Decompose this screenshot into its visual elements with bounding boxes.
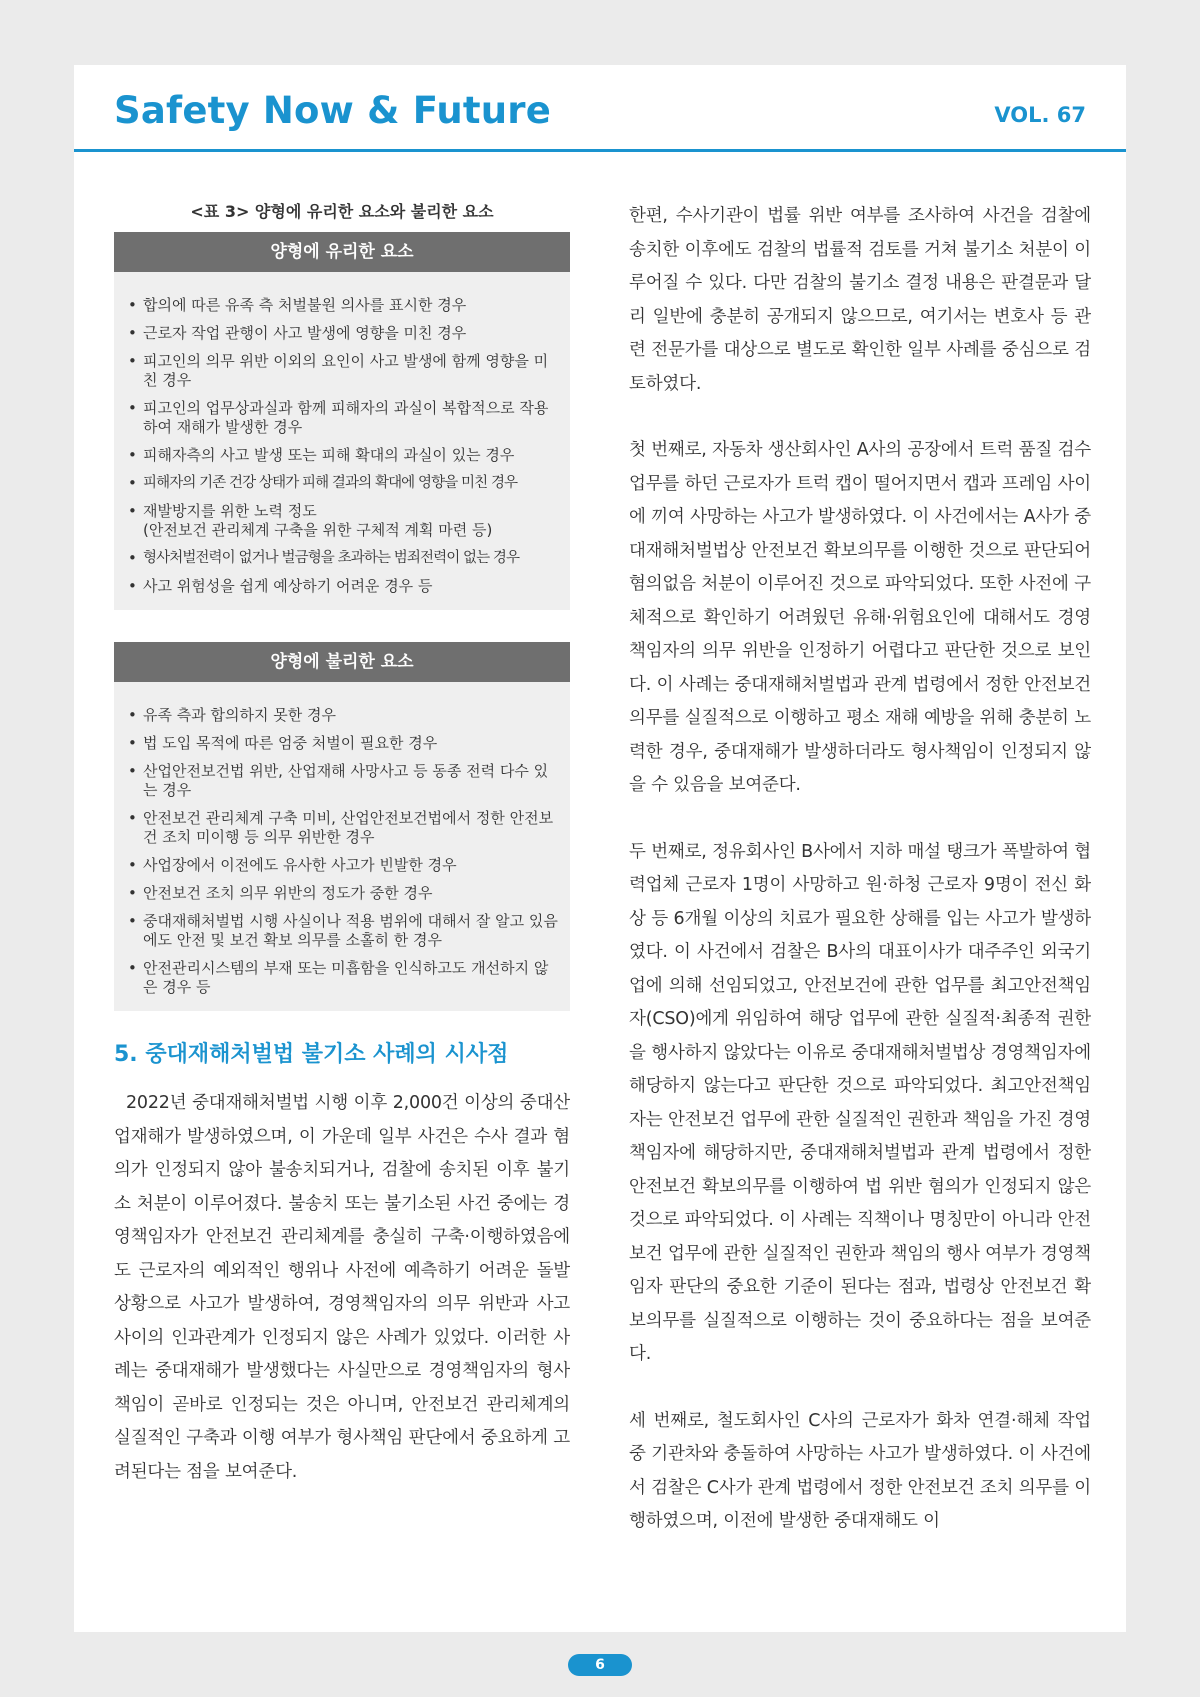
volume-label: VOL. 67 (994, 103, 1086, 127)
page-number: 6 (568, 1654, 632, 1676)
list-item: • 유족 측과 합의하지 못한 경우 (128, 706, 560, 725)
list-item: • 사고 위험성을 쉽게 예상하기 어려운 경우 등 (128, 577, 560, 596)
unfavorable-factors-heading: 양형에 불리한 요소 (114, 642, 570, 682)
list-item: • 안전보건 관리체계 구축 미비, 산업안전보건법에서 정한 안전보건 조치 미이행 등 의무 위반한 경우 (128, 809, 560, 847)
favorable-factors-box (114, 232, 570, 610)
section-heading: 5. 중대재해처벌법 불기소 사례의 시사점 (114, 1042, 509, 1067)
unfavorable-factors-box (114, 642, 570, 1011)
list-item: • 안전보건 조치 의무 위반의 정도가 중한 경우 (128, 884, 560, 903)
favorable-factors-body (114, 272, 570, 610)
list-item: • 피해자측의 사고 발생 또는 피해 확대의 과실이 있는 경우 (128, 446, 560, 465)
list-item: • 산업안전보건법 위반, 산업재해 사망사고 등 동종 전력 다수 있는 경우 (128, 762, 560, 800)
list-item: • 형사처벌전력이 없거나 벌금형을 초과하는 범죄전력이 없는 경우 (128, 549, 560, 568)
body-paragraph: 두 번째로, 정유회사인 B사에서 지하 매설 탱크가 폭발하여 협력업체 근로자 1명이 사망하고 원·하청 근로자 9명이 전신 화상 등 6개월 이상의 치료가 필요한 상해를 입는 사고가 발생하였다. 이 사건에서 검찰은 B사의 대표이사가 대주주인 외국기업에 의해 선임되었고, 안전보건에 관한 업무를 최고안전책임자(CSO)에게 위임하여 해당 업무에 관한 실질적·최종적 권한을 행사하지 않았다는 이유로 중대재해처벌법상 경영책임자에 해당하지 않는다고 판단한 것으로 파악되었다. 최고안전책임자는 안전보건 업무에 관한 실질적인 권한과 책임을 가진 경영책임자에 해당하지만, 중대재해처벌법과 관계 법령에서 정한 안전보건 확보의무를 이행하여 법 위반 혐의가 인정되지 않은 것으로 파악되었다. 이 사례는 직책이나 명칭만이 아니라 안전보건 업무에 관한 실질적인 권한과 책임의 행사 여부가 경영책임자 판단의 중요한 기준이 된다는 점과, 법령상 안전보건 확보의무를 실질적으로 이행하는 것이 중요하다는 점을 보여준다. (629, 841, 1091, 1364)
header-divider (74, 149, 1126, 152)
spacer (114, 610, 570, 642)
list-item: • 안전관리시스템의 부재 또는 미흡함을 인식하고도 개선하지 않은 경우 등 (128, 959, 560, 997)
list-item: • 사업장에서 이전에도 유사한 사고가 빈발한 경우 (128, 856, 560, 875)
left-column (114, 200, 570, 1489)
unfavorable-factors-body (114, 682, 570, 1011)
list-item: • 합의에 따른 유족 측 처벌불원 의사를 표시한 경우 (128, 296, 560, 315)
unfavorable-factors-list (128, 706, 560, 997)
list-item: • 피고인의 의무 위반 이외의 요인이 사고 발생에 함께 영향을 미친 경우 (128, 352, 560, 390)
section-paragraph: 2022년 중대재해처벌법 시행 이후 2,000건 이상의 중대산업재해가 발생하였으며, 이 가운데 일부 사건은 수사 결과 혐의가 인정되지 않아 불송치되거나, 검찰에 송치된 이후 불기소 처분이 이루어졌다. 불송치 또는 불기소된 사건 중에는 경영책임자가 안전보건 관리체계를 충실히 구축·이행하였음에도 근로자의 예외적인 행위나 사전에 예측하기 어려운 돌발 상황으로 사고가 발생하여, 경영책임자의 의무 위반과 사고 사이의 인과관계가 인정되지 않은 사례가 있었다. 이러한 사례는 중대재해가 발생했다는 사실만으로 경영책임자의 형사책임이 곧바로 인정되는 것은 아니며, 안전보건 관리체계의 실질적인 구축과 이행 여부가 형사책임 판단에서 중요하게 고려된다는 점을 보여준다. (114, 1093, 570, 1482)
body-paragraph: 첫 번째로, 자동차 생산회사인 A사의 공장에서 트럭 품질 검수 업무를 하던 근로자가 트럭 캡이 떨어지면서 캡과 프레임 사이에 끼여 사망하는 사고가 발생하였다. 이 사건에서는 A사가 중대재해처벌법상 안전보건 확보의무를 이행한 것으로 판단되어 혐의없음 처분이 이루어진 것으로 파악되었다. 또한 사전에 구체적으로 확인하기 어려웠던 유해·위험요인에 대해서도 경영책임자의 의무 위반을 인정하기 어렵다고 판단한 것으로 보인다. 이 사례는 중대재해처벌법과 관계 법령에서 정한 안전보건 의무를 실질적으로 이행하고 평소 재해 예방을 위해 충분히 노력한 경우, 중대재해가 발생하더라도 형사책임이 인정되지 않을 수 있음을 보여준다. (629, 440, 1091, 795)
list-item: • 재발방지를 위한 노력 정도 (안전보건 관리체계 구축을 위한 구체적 계획 마련 등) (128, 502, 560, 540)
favorable-factors-heading: 양형에 유리한 요소 (114, 232, 570, 272)
magazine-title: Safety Now & Future (114, 89, 552, 132)
page (74, 65, 1126, 1632)
list-item: • 피고인의 업무상과실과 함께 피해자의 과실이 복합적으로 작용하여 재해가 발생한 경우 (128, 399, 560, 437)
body-paragraph: 한편, 수사기관이 법률 위반 여부를 조사하여 사건을 검찰에 송치한 이후에도 검찰의 법률적 검토를 거쳐 불기소 처분이 이루어질 수 있다. 다만 검찰의 불기소 결정 내용은 판결문과 달리 일반에 충분히 공개되지 않으므로, 여기서는 변호사 등 관련 전문가를 대상으로 별도로 확인한 일부 사례를 중심으로 검토하였다. (629, 206, 1091, 394)
list-item: • 근로자 작업 관행이 사고 발생에 영향을 미친 경우 (128, 324, 560, 343)
table-caption: <표 3> 양형에 유리한 요소와 불리한 요소 (190, 202, 494, 221)
header (114, 89, 1096, 145)
right-column (629, 200, 1091, 1539)
list-item: • 법 도입 목적에 따른 엄중 처벌이 필요한 경우 (128, 734, 560, 753)
body-paragraph: 세 번째로, 철도회사인 C사의 근로자가 화차 연결·해체 작업 중 기관차와 충돌하여 사망하는 사고가 발생하였다. 이 사건에서 검찰은 C사가 관계 법령에서 정한 안전보건 조치 의무를 이행하였으며, 이전에 발생한 중대재해도 이 (629, 1410, 1091, 1531)
list-item: • 중대재해처벌법 시행 사실이나 적용 범위에 대해서 잘 알고 있음에도 안전 및 보건 확보 의무를 소홀히 한 경우 (128, 912, 560, 950)
favorable-factors-list (128, 296, 560, 596)
list-item: • 피해자의 기존 건강 상태가 피해 결과의 확대에 영향을 미친 경우 (128, 474, 560, 493)
